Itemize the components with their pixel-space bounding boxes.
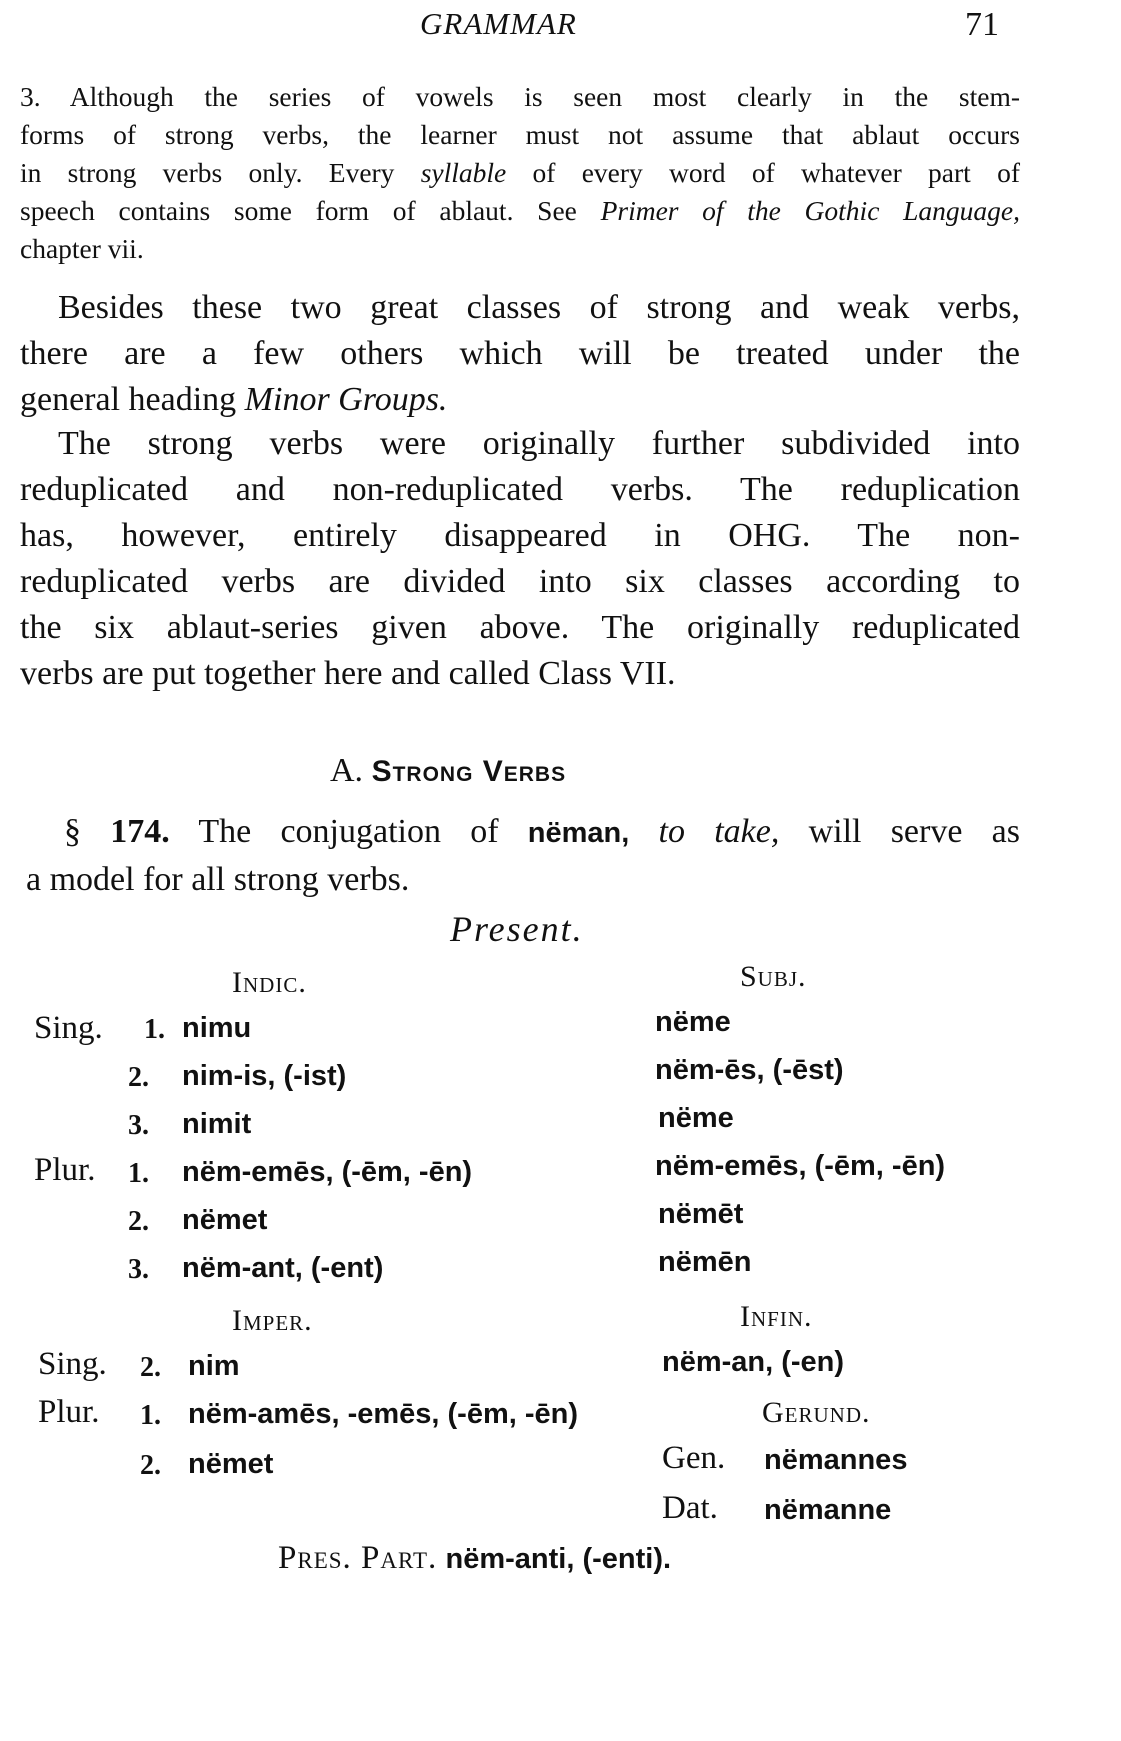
section-heading: A. Strong Verbs <box>330 752 567 789</box>
person-number: 3. <box>128 1254 149 1285</box>
para1-line-2: there are a few others which will be treated under the <box>20 335 1020 372</box>
indic-form: nëmet <box>182 1204 268 1236</box>
indic-form: nimu <box>182 1012 252 1044</box>
person-number: 3. <box>128 1110 149 1141</box>
para1-line-1: Besides these two great classes of strong and weak verbs, <box>58 289 1020 326</box>
gerund-case: Gen. <box>662 1440 726 1476</box>
gerund-case: Dat. <box>662 1490 718 1526</box>
para2-line-1: The strong verbs were originally further subdivided into <box>58 425 1020 462</box>
note-line-4: speech contains some form of ablaut. See Primer of the Gothic Language, <box>20 195 1020 226</box>
person-number: 2. <box>140 1352 161 1383</box>
note-line-5: chapter vii. <box>20 233 144 264</box>
note-line-1: 3. Although the series of vowels is seen most clearly in the stem- <box>20 81 1020 112</box>
para2-line-3: has, however, entirely disappeared in OHG. The non- <box>20 517 1020 554</box>
indic-form: nëm-ant, (-ent) <box>182 1252 384 1284</box>
page-number: 71 <box>965 6 999 43</box>
row-label: Sing. <box>38 1346 107 1382</box>
participle-line: Pres. Part. nëm-anti, (-enti). <box>278 1540 672 1576</box>
subj-form: nëm-ēs, (-ēst) <box>655 1054 844 1086</box>
gerund-header: Gerund. <box>762 1396 871 1429</box>
para2-line-2: reduplicated and non-reduplicated verbs. The reduplication <box>20 471 1020 508</box>
imper-header: Imper. <box>232 1304 313 1337</box>
indic-form: nim-is, (-ist) <box>182 1060 347 1092</box>
subj-form: nëme <box>658 1102 734 1134</box>
subj-form: nëme <box>655 1006 731 1038</box>
subj-header: Subj. <box>740 960 807 993</box>
gerund-form: nëmannes <box>764 1444 908 1476</box>
subj-form: nëmēt <box>658 1198 744 1230</box>
imper-form: nëmet <box>188 1448 274 1480</box>
tense-heading: Present. <box>450 909 584 949</box>
gerund-form: nëmanne <box>764 1494 892 1526</box>
row-label: Plur. <box>38 1394 100 1430</box>
infin-form: nëm-an, (-en) <box>662 1346 845 1378</box>
note-line-3: in strong verbs only. Every syllable of every word of whatever part of <box>20 157 1020 188</box>
para2-line-4: reduplicated verbs are divided into six classes according to <box>20 563 1020 600</box>
person-number: 1. <box>144 1014 165 1045</box>
person-number: 1. <box>140 1400 161 1431</box>
subj-form: nëmēn <box>658 1246 752 1278</box>
running-head-title: GRAMMAR <box>420 6 577 41</box>
infin-header: Infin. <box>740 1300 813 1333</box>
note-line-2: forms of strong verbs, the learner must not assume that ablaut occurs <box>20 119 1020 150</box>
person-number: 2. <box>140 1450 161 1481</box>
row-label: Sing. <box>34 1010 103 1046</box>
indic-form: nimit <box>182 1108 252 1140</box>
person-number: 2. <box>128 1062 149 1093</box>
indic-form: nëm-emēs, (-ēm, -ēn) <box>182 1156 473 1188</box>
imper-form: nim <box>188 1350 240 1382</box>
para1-line-3: general heading Minor Groups. <box>20 381 448 418</box>
subj-form: nëm-emēs, (-ēm, -ēn) <box>655 1150 946 1182</box>
para2-line-6: verbs are put together here and called Class VII. <box>20 655 676 692</box>
row-label: Plur. <box>34 1152 96 1188</box>
imper-form: nëm-amēs, -emēs, (-ēm, -ēn) <box>188 1398 579 1430</box>
indic-header: Indic. <box>232 966 307 999</box>
para3-line-2: a model for all strong verbs. <box>26 861 410 898</box>
para2-line-5: the six ablaut-series given above. The originally reduplicated <box>20 609 1020 646</box>
person-number: 2. <box>128 1206 149 1237</box>
person-number: 1. <box>128 1158 149 1189</box>
para3-line-1: § 174. The conjugation of nëman, to take, will serve as <box>64 813 1020 850</box>
